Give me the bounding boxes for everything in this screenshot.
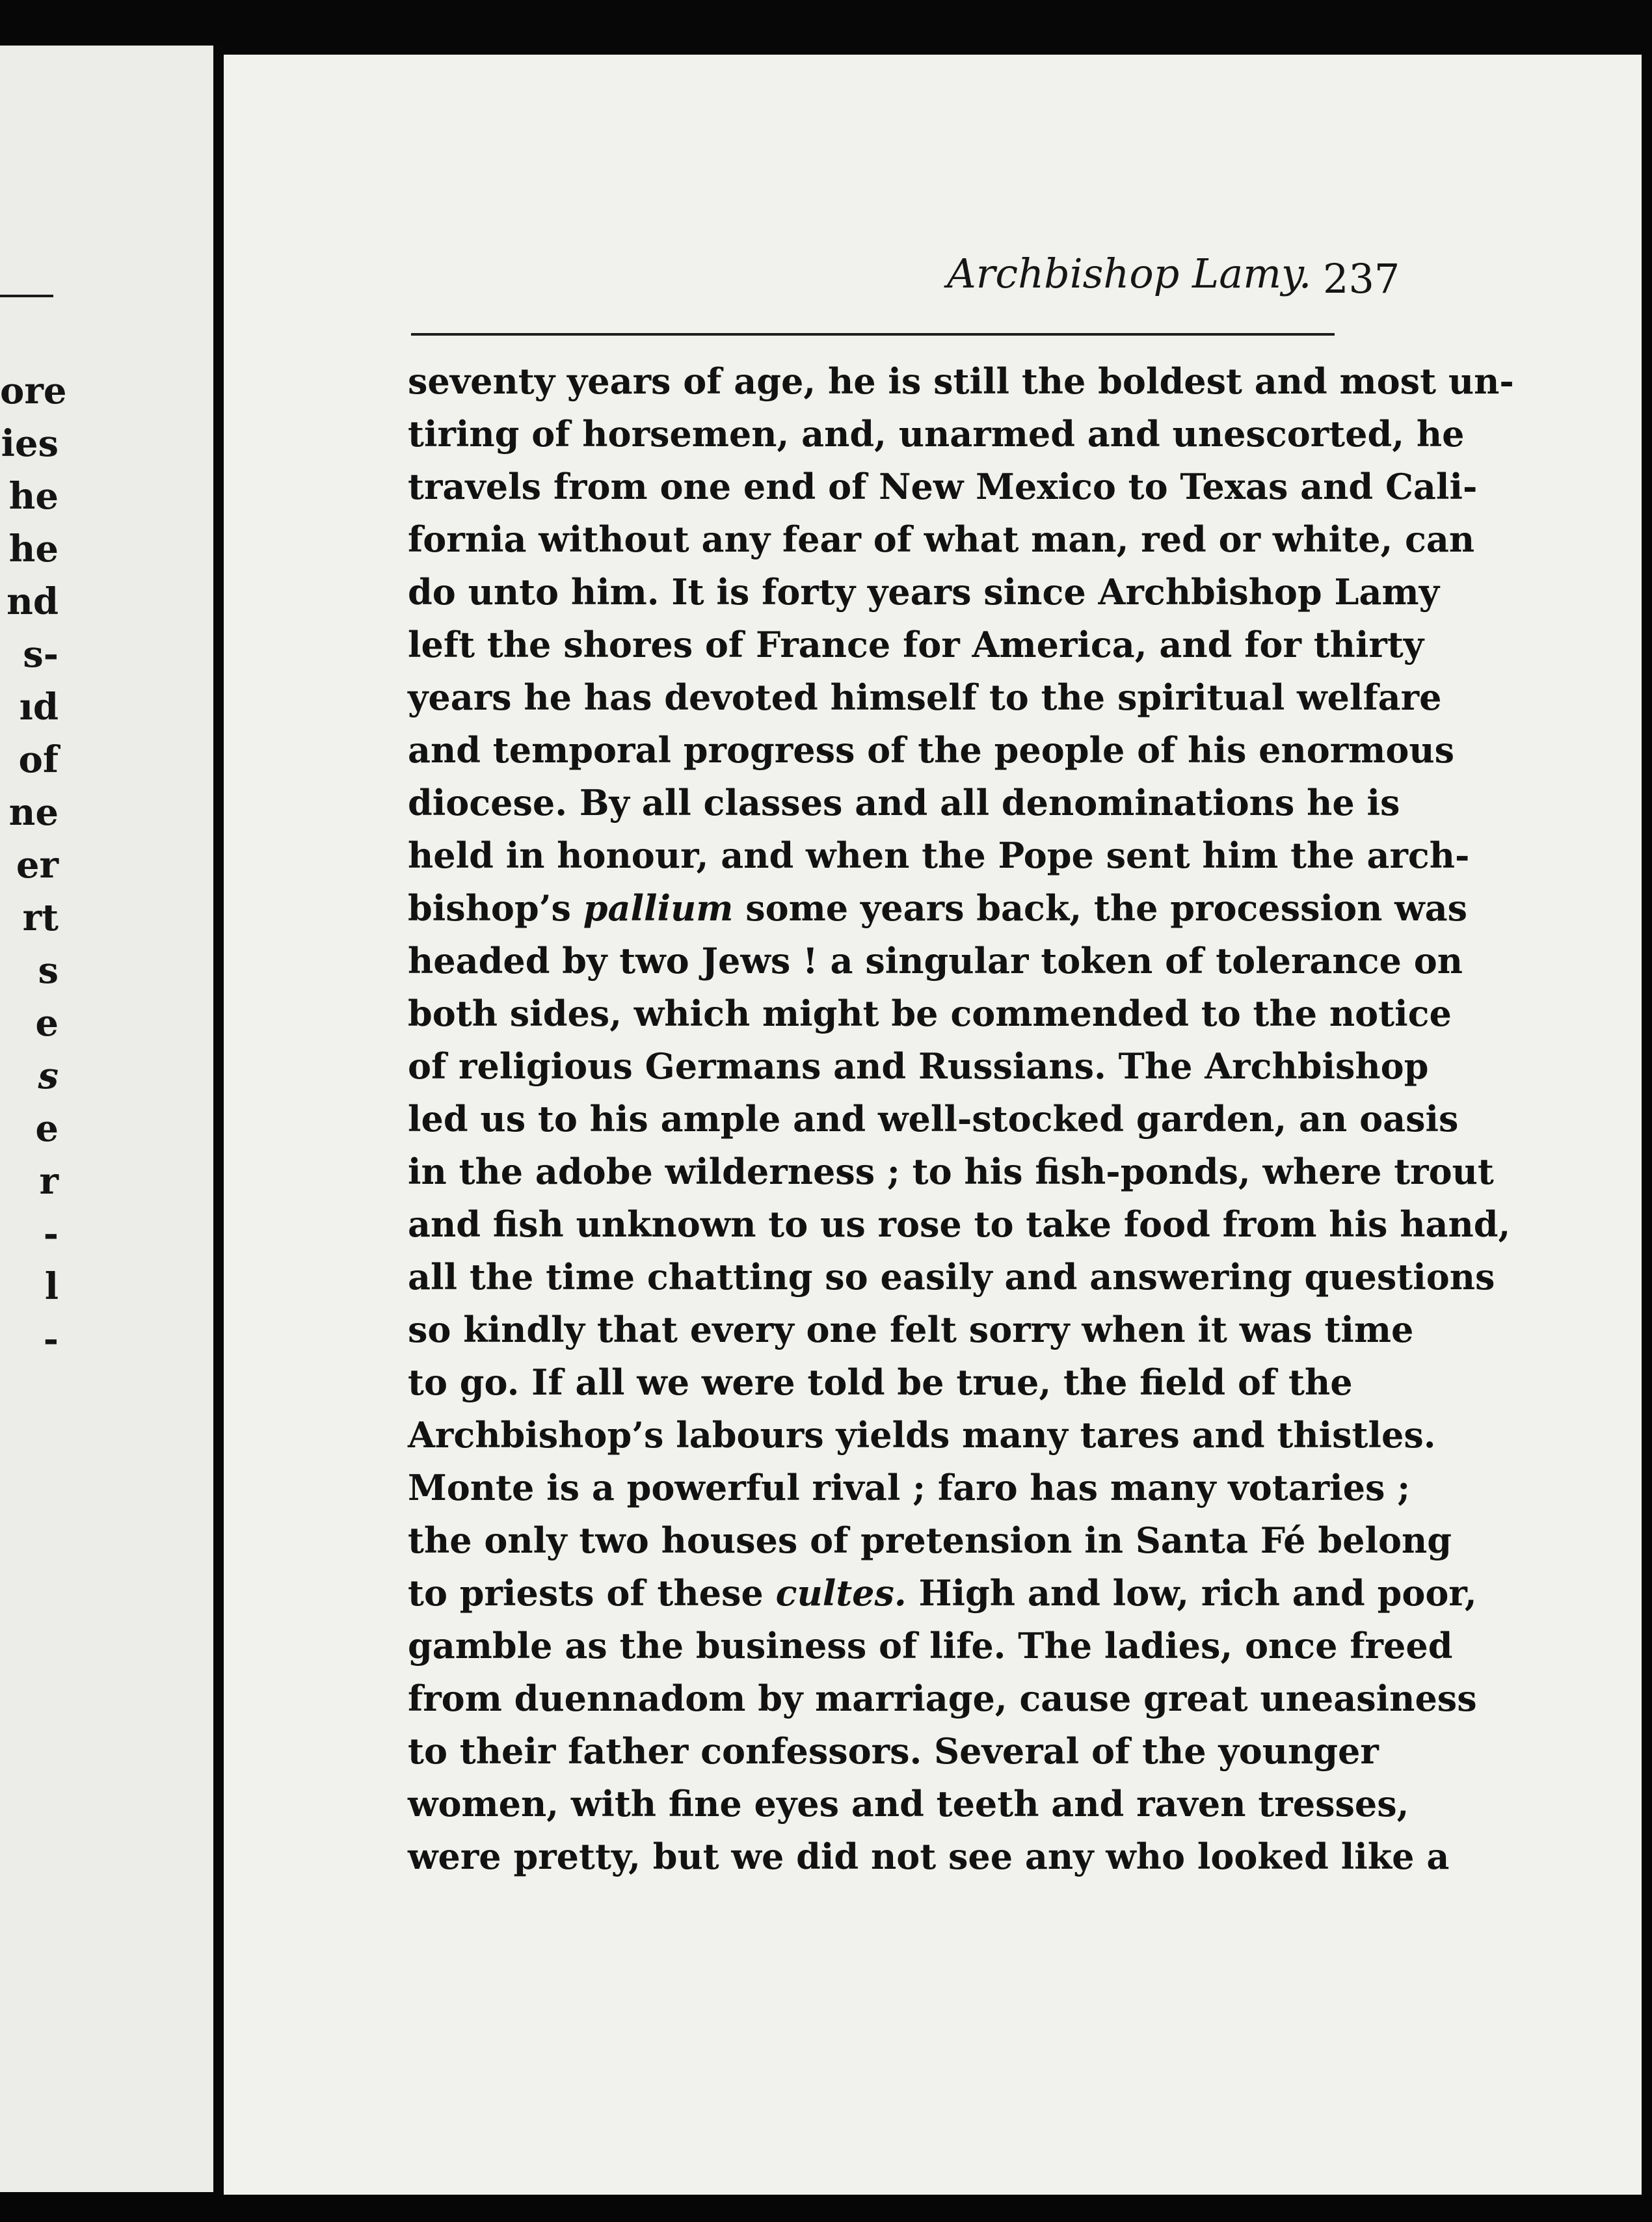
text-line bbox=[408, 1304, 1414, 1356]
text-run: tiring of horsemen, and, unarmed and unescorted, he bbox=[408, 413, 1465, 455]
text-line bbox=[408, 882, 1468, 935]
left-page-fragment: he bbox=[8, 528, 59, 570]
text-run: some years back, the procession was bbox=[733, 887, 1468, 929]
text-line bbox=[408, 1409, 1436, 1462]
text-run: fornia without any fear of what man, red or white, can bbox=[408, 518, 1475, 560]
left-page-fragment: e bbox=[35, 1002, 59, 1045]
text-line bbox=[408, 1040, 1429, 1093]
text-line bbox=[408, 461, 1478, 513]
text-run: to their father confessors. Several of the younger bbox=[408, 1730, 1379, 1772]
text-run: High and low, rich and poor, bbox=[906, 1572, 1477, 1614]
left-page-fragment: he bbox=[8, 475, 59, 518]
left-page-fragment: s- bbox=[23, 633, 59, 676]
text-run: both sides, which might be commended to the notice bbox=[408, 993, 1452, 1034]
text-run: seventy years of age, he is still the boldest and most un- bbox=[408, 360, 1514, 402]
left-page-fragment: nd bbox=[7, 580, 59, 623]
text-run: the only two houses of pretension in Santa Fé belong bbox=[408, 1519, 1452, 1561]
text-line bbox=[408, 1672, 1477, 1725]
text-line bbox=[408, 777, 1400, 829]
left-page-rule bbox=[0, 295, 53, 297]
text-line bbox=[408, 724, 1455, 777]
left-page-fragment: of bbox=[18, 738, 59, 781]
text-run: held in honour, and when the Pope sent him the arch- bbox=[408, 835, 1470, 876]
text-run: to priests of these bbox=[408, 1572, 776, 1614]
left-page-fragment: ies bbox=[1, 422, 59, 465]
text-run: women, with fine eyes and teeth and raven tresses, bbox=[408, 1783, 1409, 1825]
left-page-fragment: ne bbox=[8, 791, 59, 834]
left-page-fragment: - bbox=[43, 1212, 59, 1255]
italic-text-run: pallium bbox=[583, 887, 734, 929]
text-line bbox=[408, 935, 1463, 987]
left-page-fragment: er bbox=[16, 844, 59, 887]
left-page-fragment: rt bbox=[22, 896, 59, 939]
text-run: all the time chatting so easily and answering questions bbox=[408, 1256, 1495, 1298]
text-line bbox=[408, 1514, 1452, 1567]
text-line bbox=[408, 355, 1514, 408]
text-run: Archbishop’s labours yields many tares and thistles. bbox=[408, 1414, 1436, 1456]
text-line bbox=[408, 1725, 1379, 1778]
text-run: Monte is a powerful rival ; faro has many votaries ; bbox=[408, 1467, 1411, 1508]
book-gutter bbox=[213, 46, 224, 2222]
left-page-fragment: e bbox=[35, 1107, 59, 1150]
header-rule bbox=[411, 333, 1335, 336]
text-line bbox=[408, 987, 1452, 1040]
text-run: diocese. By all classes and all denominations he is bbox=[408, 782, 1400, 823]
left-page-fragment: - bbox=[43, 1318, 59, 1361]
text-line bbox=[408, 671, 1442, 724]
left-page-fragment: s bbox=[38, 949, 59, 992]
text-run: led us to his ample and well-stocked garden, an oasis bbox=[408, 1098, 1459, 1140]
right-page bbox=[224, 55, 1642, 2195]
running-title: Archbishop Lamy. bbox=[947, 250, 1312, 297]
text-line bbox=[408, 1145, 1494, 1198]
text-line bbox=[408, 1356, 1353, 1409]
text-line bbox=[408, 408, 1465, 461]
text-line bbox=[408, 1778, 1409, 1830]
text-line bbox=[408, 1830, 1450, 1883]
left-page-fragment: ore bbox=[0, 369, 67, 412]
left-page-fragment: ıd bbox=[19, 686, 59, 729]
text-run: gamble as the business of life. The ladies, once freed bbox=[408, 1625, 1453, 1666]
text-run: in the adobe wilderness ; to his fish-ponds, where trout bbox=[408, 1151, 1494, 1192]
page-number: 237 bbox=[1323, 255, 1400, 302]
text-line bbox=[408, 1093, 1459, 1145]
text-run: travels from one end of New Mexico to Texas and Cali- bbox=[408, 466, 1478, 507]
text-line bbox=[408, 1198, 1511, 1251]
text-line bbox=[408, 619, 1424, 671]
text-line bbox=[408, 1567, 1477, 1620]
text-run: left the shores of France for America, and for thirty bbox=[408, 624, 1424, 665]
body-text bbox=[408, 355, 1514, 1883]
text-line bbox=[408, 513, 1475, 566]
left-page-text-fragments bbox=[0, 365, 67, 1366]
text-run: and temporal progress of the people of his enormous bbox=[408, 729, 1455, 771]
text-run: of religious Germans and Russians. The Archbishop bbox=[408, 1045, 1429, 1087]
text-run: and fish unknown to us rose to take food from his hand, bbox=[408, 1203, 1511, 1245]
left-page-fragment: l bbox=[44, 1265, 59, 1308]
text-line bbox=[408, 1462, 1411, 1514]
text-line bbox=[408, 1251, 1495, 1304]
text-line bbox=[408, 829, 1470, 882]
text-run: to go. If all we were told be true, the field of the bbox=[408, 1361, 1353, 1403]
text-run: bishop’s bbox=[408, 887, 583, 929]
left-page-fragment: r bbox=[39, 1160, 59, 1203]
text-run: headed by two Jews ! a singular token of tolerance on bbox=[408, 940, 1463, 982]
italic-text-run: cultes. bbox=[775, 1572, 907, 1614]
text-run: from duennadom by marriage, cause great uneasiness bbox=[408, 1678, 1477, 1719]
text-run: do unto him. It is forty years since Archbishop Lamy bbox=[408, 571, 1439, 613]
scan-bottom-edge bbox=[0, 2195, 1652, 2222]
left-page bbox=[0, 46, 215, 2192]
text-run: were pretty, but we did not see any who looked like a bbox=[408, 1836, 1450, 1877]
text-line bbox=[408, 1620, 1453, 1672]
text-line bbox=[408, 566, 1439, 619]
text-run: so kindly that every one felt sorry when it was time bbox=[408, 1309, 1414, 1350]
left-page-fragment: s bbox=[38, 1054, 59, 1097]
text-run: years he has devoted himself to the spiritual welfare bbox=[408, 676, 1442, 718]
